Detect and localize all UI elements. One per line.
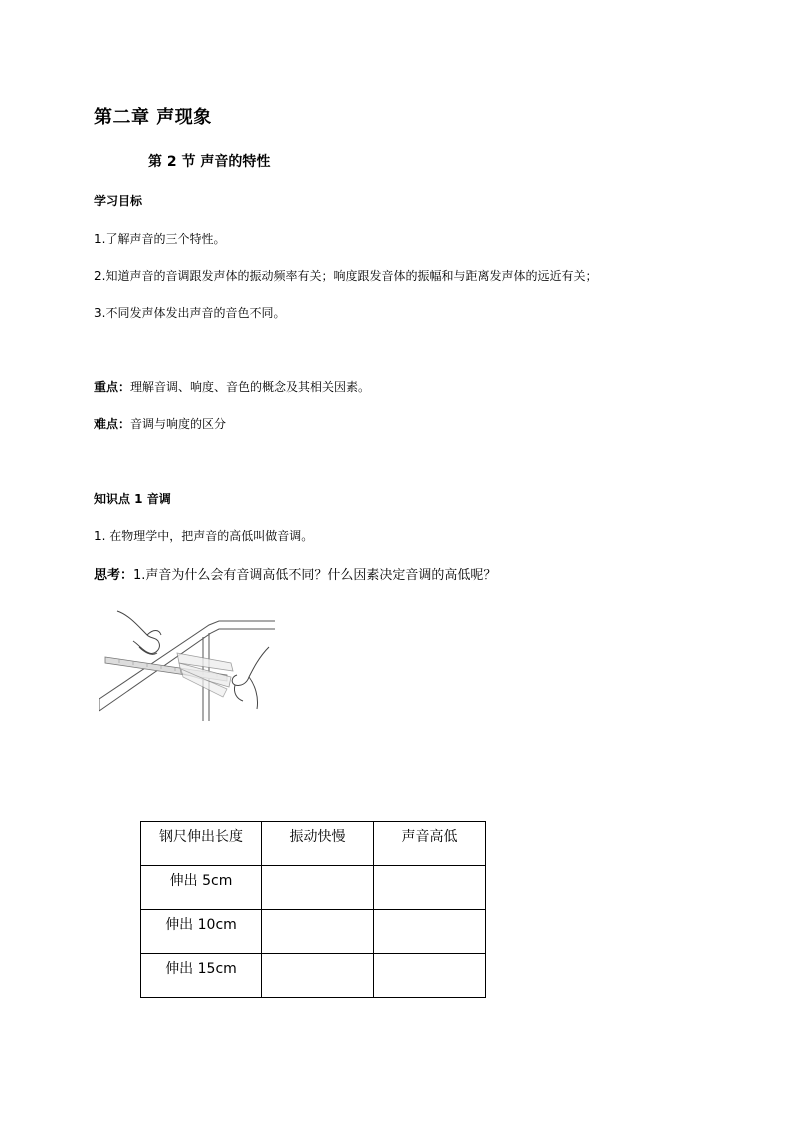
- table-header-cell: 振动快慢: [262, 822, 374, 866]
- knowledge-point-heading: 知识点 1 音调: [94, 492, 171, 506]
- section-title: 第 2 节 声音的特性: [148, 154, 271, 170]
- key-point-text: 理解音调、响度、音色的概念及其相关因素。: [130, 380, 371, 394]
- objective-item-3: 3.不同发声体发出声音的音色不同。: [94, 306, 286, 320]
- table-cell[interactable]: [374, 954, 486, 998]
- table-cell[interactable]: [374, 866, 486, 910]
- chapter-title: 第二章 声现象: [94, 107, 212, 128]
- table-header-row: [141, 822, 486, 866]
- think-label: 思考：: [94, 568, 134, 583]
- table-cell: 伸出 5cm: [141, 866, 262, 910]
- table-header-cell: 钢尺伸出长度: [141, 822, 262, 866]
- objective-item-2: 2.知道声音的音调跟发声体的振动频率有关；响度跟发音体的振幅和与距离发声体的远近有关；: [94, 269, 598, 283]
- table-cell: 伸出 10cm: [141, 910, 262, 954]
- table-cell[interactable]: [262, 910, 374, 954]
- table-cell[interactable]: [262, 866, 374, 910]
- key-point: [94, 378, 370, 395]
- ruler-experiment-illustration: [99, 607, 275, 721]
- key-point-label: 重点：: [94, 380, 131, 394]
- table-cell[interactable]: [374, 910, 486, 954]
- objective-item-1: 1.了解声音的三个特性。: [94, 232, 226, 246]
- knowledge-item-1: 1. 在物理学中，把声音的高低叫做音调。: [94, 529, 314, 543]
- table-row: [141, 910, 486, 954]
- table-header-cell: 声音高低: [374, 822, 486, 866]
- table-cell: 伸出 15cm: [141, 954, 262, 998]
- ruler-data-table: [140, 821, 486, 998]
- objectives-heading: 学习目标: [94, 194, 143, 208]
- think-text: 1.声音为什么会有音调高低不同？什么因素决定音调的高低呢？: [133, 568, 497, 583]
- table-cell[interactable]: [262, 954, 374, 998]
- difficulty: [94, 415, 226, 432]
- table-row: [141, 954, 486, 998]
- difficulty-label: 难点：: [94, 417, 131, 431]
- difficulty-text: 音调与响度的区分: [130, 417, 227, 431]
- table-row: [141, 866, 486, 910]
- think-question: [94, 564, 496, 583]
